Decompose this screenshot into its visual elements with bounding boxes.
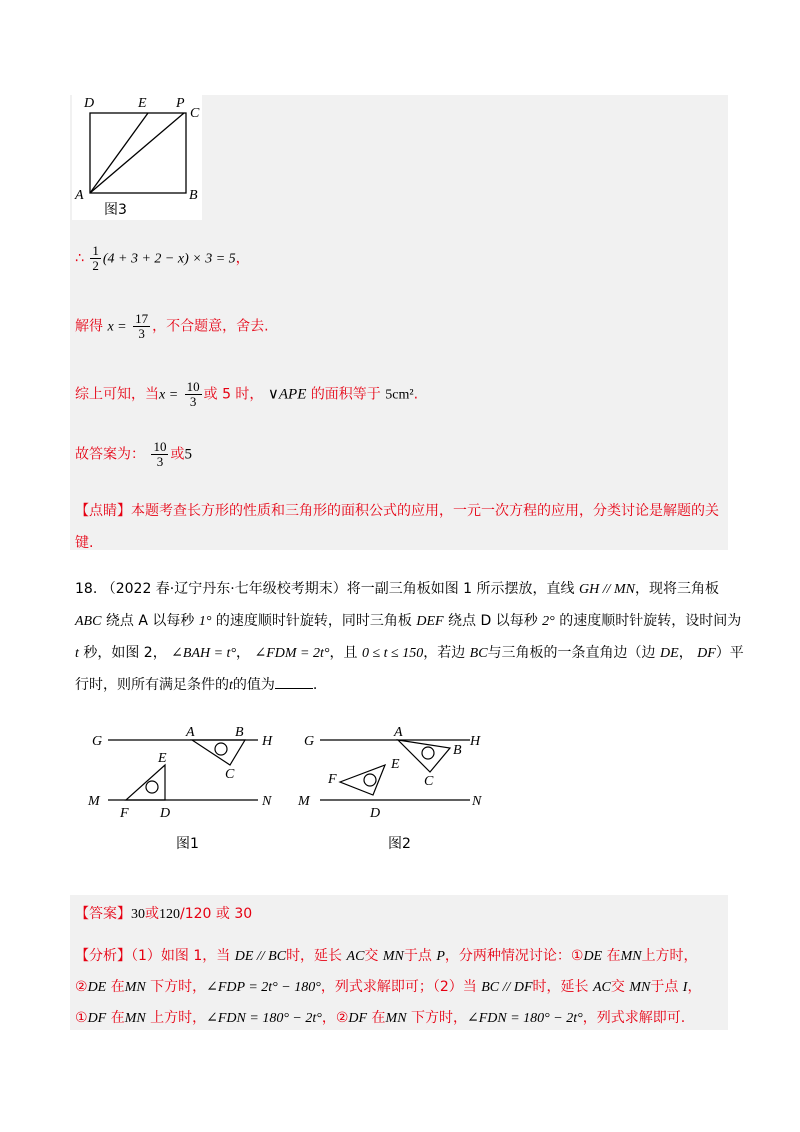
answer-blank (275, 674, 313, 689)
fig2-m-label: M (298, 794, 310, 809)
problem-18-line-3: t 秒，如图 2， ∠BAH = t°， ∠FDM = 2t°，且 0 ≤ t ≤ 150，若边 BC与三角板的一条直角边（边 DE， DF）平 (75, 645, 744, 661)
answer-line: 故答案为： $\frac{10}{3}$ 或5 (75, 439, 192, 469)
figures-1-2 (80, 720, 500, 860)
problem-18-line-1: 18. （2022 春·辽宁丹东·七年级校考期末）将一副三角板如图 1 所示摆放，直线 GH // MN，现将三角板 (75, 581, 719, 597)
therefore-symbol: ∴ (75, 250, 84, 267)
answer-18-line: 【答案】30或120/120 或 30 (75, 906, 253, 922)
fig2-a-label: A (394, 725, 403, 740)
triangle-ape: ∨APE (267, 386, 307, 403)
answer-tag: 【答案】 (75, 906, 131, 922)
analysis-line-1: 【分析】（1）如图 1，当 DE // BC时，延长 AC交 MN于点 P，分两种情况讨论：①DE 在MN上方时， (75, 948, 698, 964)
analysis-line-2: ②DE 在MN 下方时，∠FDP = 2t° − 180°，列式求解即可；（2）当 BC // DF时，延长 AC交 MN于点 I， (75, 979, 702, 995)
equation-line (75, 244, 250, 273)
fig1-e-label: E (158, 751, 167, 766)
answer-fraction: $\frac{10}{3}$ (153, 439, 167, 469)
fig2-b-label: B (453, 743, 462, 758)
figure-3-caption: 图3 (104, 202, 127, 218)
figure-3-drawing (72, 95, 202, 220)
fig2-d-label: D (370, 806, 381, 821)
comment-line-2: 键. (75, 535, 94, 551)
problem-18-line-2: ABC 绕点 A 以每秒 1° 的速度顺时针旋转，同时三角板 DEF 绕点 D 以每秒 2° 的速度顺时针旋转，设时间为 (75, 613, 742, 629)
vertex-d-label: D (84, 96, 95, 111)
vertex-p-label: P (176, 96, 185, 111)
fig1-d-label: D (160, 806, 171, 821)
vertex-e-label: E (138, 96, 147, 111)
summary-line: 综上可知，当x = $\frac{10}{3}$ 或 5 时， ∨APE 的面积等于 5cm². (75, 379, 419, 409)
fig2-f-label: F (328, 772, 337, 787)
comment-line-1: 【点睛】本题考查长方形的性质和三角形的面积公式的应用，一元一次方程的应用，分类讨论是解题的关 (75, 503, 719, 519)
fig1-h-label: H (262, 734, 273, 749)
equation-expression: (4 + 3 + 2 − x) × 3 = 5 (102, 251, 236, 267)
fig2-h-label: H (470, 734, 481, 749)
fig1-g-label: G (92, 734, 103, 749)
vertex-b-label: B (189, 188, 198, 203)
fig2-n-label: N (472, 794, 482, 809)
fig1-m-label: M (88, 794, 100, 809)
vertex-c-label: C (190, 106, 200, 121)
comment-tag: 【点睛】 (75, 503, 131, 519)
fraction-half: $\frac{1}{2}$ (92, 243, 99, 273)
fig1-n-label: N (262, 794, 272, 809)
figure-3 (72, 95, 202, 220)
fraction-17-3: $\frac{17}{3}$ (135, 311, 149, 341)
fig2-g-label: G (304, 734, 315, 749)
fig1-a-label: A (186, 725, 195, 740)
problem-number: 18. (75, 581, 98, 597)
figure-2 (297, 725, 482, 821)
equation-comma: ， (235, 250, 250, 267)
problem-18-line-4: 行时，则所有满足条件的t的值为 . (75, 674, 317, 694)
fig1-caption: 图1 (176, 836, 199, 852)
fig2-e-label: E (391, 757, 400, 772)
figure-1 (87, 725, 273, 821)
fig2-c-label: C (424, 774, 434, 789)
fig2-caption: 图2 (388, 836, 411, 852)
analysis-tag: 【分析】 (75, 948, 131, 964)
fig1-c-label: C (225, 767, 235, 782)
fig1-f-label: F (120, 806, 129, 821)
fraction-10-3: $\frac{10}{3}$ (186, 379, 200, 409)
vertex-a-label: A (75, 188, 84, 203)
analysis-line-3: ①DF 在MN 上方时，∠FDN = 180° − 2t°，②DF 在MN 下方时，∠FDN = 180° − 2t°，列式求解即可. (75, 1010, 686, 1026)
fig1-b-label: B (235, 725, 244, 740)
solve-line: 解得 x = $\frac{17}{3}$ ，不合题意，舍去. (75, 311, 269, 341)
area-value: 5cm² (385, 387, 414, 403)
problem-source: （2022 春·辽宁丹东·七年级校考期末） (101, 581, 347, 597)
figures-1-2-drawing (80, 720, 500, 860)
